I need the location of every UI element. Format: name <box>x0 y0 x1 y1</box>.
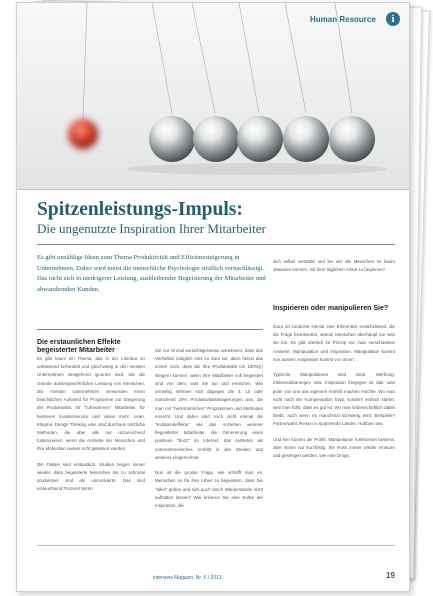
body-paragraph: Sie nur einmal vorsichtigerweise annehmen, dass das Verhältnis lediglich eins zu zwei sei, dann heisst das immer noch, dass Sie Ihre Produktivität um 100%(!) steigern können, wenn Ihre Mitarbeiter voll begeistert sind von dem, was Sie tun und erreichen. Wie armselig nehmen sich dagegen die 3, 10 oder manchmal 20% Produktivitätssteigerungen aus, die man mit "herkömmlichen" Programmen und Methoden erreicht. Und dabei sind noch nicht einmal die "Kollateraleffekte" wie das Anziehen weiterer begeisterter Mitarbeiter, die Generierung eines positiven "Buzz" im Internet, das Auftreten als unternehmerisches Vorbild in den Medien und weiteres eingerechnet. <box>155 348 263 460</box>
column-2 <box>155 347 263 517</box>
article-title: Spitzenleistungs-Impuls: <box>37 199 243 220</box>
newtons-cradle-illustration <box>17 3 409 189</box>
hero-image <box>17 3 409 189</box>
silver-ball <box>329 116 375 162</box>
magazine-page <box>16 2 410 592</box>
info-icon: i <box>386 12 400 26</box>
column-3-intro <box>273 258 395 281</box>
section-label: Human Resource <box>310 15 376 24</box>
footer-rule <box>37 545 395 546</box>
body-paragraph: Dazu ist zunächst einmal eine Erkenntnis entscheidend, die die Frage beantwortet, warum Menschen überhaupt tun was sie tun. Es gibt nämlich im Prinzip nur zwei verschiedene Antriebe: Manipulation und Inspiration. Manipulation kommt von aussen, Inspiration kommt von innen. <box>273 324 395 362</box>
title-rule <box>37 244 395 245</box>
body-paragraph: Und hier kommt der Punkt: Manipulation funktioniert bestens, aber immer nur kurzfristig. Sie muss immer wieder erneuert und gesteigert werden, wie eine Droge, <box>273 436 395 459</box>
column-3 <box>273 323 395 467</box>
lead-rule <box>37 329 263 330</box>
silver-ball <box>193 116 239 162</box>
body-paragraph: Nun ist die grosse Frage, wie schafft man es, Menschen so für ihre Arbeit zu begeistern, dass Sie "alles" geben und sich auch durch Wiederstände nicht aufhalten lassen? Wie kreieren Sie eine Kultur der Inspiration, die <box>155 470 263 508</box>
silver-ball <box>237 116 283 162</box>
body-paragraph: sich selbst verstärkt und bei der die Menschen es kaum abwarten können, mit ihrer täglichen Arbeit zu beginnen? <box>273 259 395 273</box>
silver-ball <box>283 116 329 162</box>
column3-heading: Inspirieren oder manipulieren Sie? <box>273 305 389 312</box>
page-number: 19 <box>386 571 395 580</box>
body-paragraph: Es gibt kaum ein Thema, das in der Literatur so umfassend behandelt und gleichzeitig in den meisten Unternehmen weitgehend ignoriert wird, wie die Gründe aussergewöhnlicher Leistung von Menschen. Die meisten Unternehmen verwenden einen beachtlichen Aufwand für Programme zur Steigerung der Produktivität, für "zufriedenere" Mitarbeiter, für besseren Kundenservice und vieles mehr. Lean, 6Sigma, Design Thinking usw. sind durchaus nützliche Methoden, die aber alle nur unzureichend funktionieren, wenn die Antriebe der Menschen und ihre Motivation ausser Acht gelassen werden. <box>37 356 145 452</box>
silver-ball <box>149 116 195 162</box>
article-title-block <box>37 199 397 236</box>
body-paragraph: Die Fakten sind erstaunlich. Studien zeigen immer wieder, dass begeisterte Menschen bis zu zehnmal produktiver sind als unmotivierte. Das sind einleuchtend Prozent! Wenn <box>37 461 145 492</box>
body-paragraph: Typische Manipulatoren sind Geld, Werbung, Zielvereinbarungen usw. Inspiration hingegen ist das, was jeder von uns aus eigenem Antrieb machen möchte. Wo man nicht nach der Kompensation fragt, sondern einfach startet, weil man fühlt, dass es gut ist. Wo man leidenschaftlich dabei bleibt, auch wenn es manchmal schwierig wird. Beispiele? Partnerwahl, Reisen in spannende Länder, Hobbys usw. <box>273 372 395 427</box>
magazine-footer: interview Magazin, Nr. 6 / 2013 <box>153 575 222 581</box>
red-ball <box>68 119 98 149</box>
column-1 <box>37 355 145 501</box>
article-subtitle: Die ungenutzte Inspiration Ihrer Mitarbeiter <box>37 221 266 236</box>
lead-paragraph: Es gibt unzählige Ideen zum Thema Produktivität und Effizienzsteigerung in Unternehmen. Dabei wird meist die menschliche Psychologie sträflich vernachlässigt. Das rächt sich in niedrigerer Leistung, ausbleibender Begeisterung der Mitarbeiter und abwandernden Kunden. <box>37 254 266 294</box>
hero-divider <box>17 189 409 190</box>
column1-heading: Die erstaunlichen Effekte begeisterter Mitarbeiter <box>37 339 121 355</box>
